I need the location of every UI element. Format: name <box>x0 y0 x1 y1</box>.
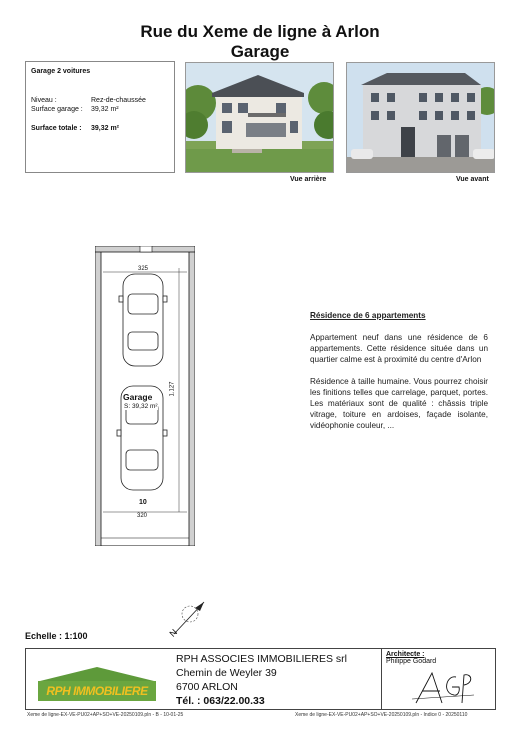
architect-signature <box>412 669 476 709</box>
logo-text: RPH IMMOBILIERE <box>46 684 148 698</box>
surface-value: 39,32 m² <box>91 106 119 113</box>
total-value: 39,32 m² <box>91 125 120 132</box>
company-details <box>176 652 347 708</box>
info-box <box>25 61 175 173</box>
footer-box <box>25 648 496 710</box>
rear-view-caption: Vue arrière <box>290 176 327 183</box>
file-reference-right: Xeme de ligne-EX-VE-PU02+AP+SO+VE-20250109.pln - Indice 0 - 20250110 <box>295 712 468 718</box>
plan-width-bottom: 320 <box>137 513 148 519</box>
address-line-2: 6700 ARLON <box>176 681 238 693</box>
architect-box <box>381 649 497 710</box>
address-line-1: Chemin de Weyler 39 <box>176 667 277 679</box>
level-label: Niveau : <box>31 97 57 104</box>
total-row <box>31 124 169 133</box>
company-phone: Tél. : 063/22.00.33 <box>176 695 265 707</box>
front-view-caption: Vue avant <box>456 176 489 183</box>
surface-label: Surface garage : <box>31 106 83 113</box>
compass-icon <box>168 598 218 644</box>
page-subtitle: Garage <box>230 42 290 61</box>
architect-label: Architecte : <box>386 651 425 658</box>
description-paragraph-2: Résidence à taille humaine. Vous pourrez choisir les finitions telles que carrelage, parquet, portes. Les matériaux sont de qualité : châssis triple vitrage, toiture en ardoises, façade isolante, vidéophonie couleur, ... <box>310 377 488 430</box>
garage-floor-plan <box>95 246 195 546</box>
architect-name: Philippe Godard <box>386 658 437 665</box>
company-name: RPH ASSOCIES IMMOBILIERES srl <box>176 653 347 665</box>
total-label: Surface totale : <box>31 125 82 132</box>
description-heading: Résidence de 6 appartements <box>310 311 426 320</box>
description-block <box>310 310 488 442</box>
surface-row <box>31 105 169 114</box>
level-row <box>31 96 169 105</box>
rear-view-photo <box>185 62 334 173</box>
info-heading: Garage 2 voitures <box>31 68 91 75</box>
room-number: 10 <box>139 499 147 506</box>
plan-width-top: 325 <box>138 266 149 272</box>
north-label: N <box>167 627 180 639</box>
level-value: Rez-de-chaussée <box>91 97 146 104</box>
room-name: Garage <box>123 392 153 402</box>
company-logo <box>32 655 162 705</box>
room-surface: S: 39,32 m² <box>124 403 158 410</box>
description-paragraph-1: Appartement neuf dans une résidence de 6 appartements. Cette résidence située dans un quartier calme est à proximité du centre d'Arlon <box>310 333 488 364</box>
front-view-photo <box>346 62 495 173</box>
file-reference-left: Xeme de ligne-EX-VE-PU02+AP+SO+VE-20250109.pln - B - 10-01-25 <box>27 712 184 718</box>
plan-height-side: 1.127 <box>169 381 176 397</box>
page-title: Rue du Xeme de ligne à Arlon <box>140 22 380 41</box>
scale-label: Echelle : 1:100 <box>25 631 88 641</box>
